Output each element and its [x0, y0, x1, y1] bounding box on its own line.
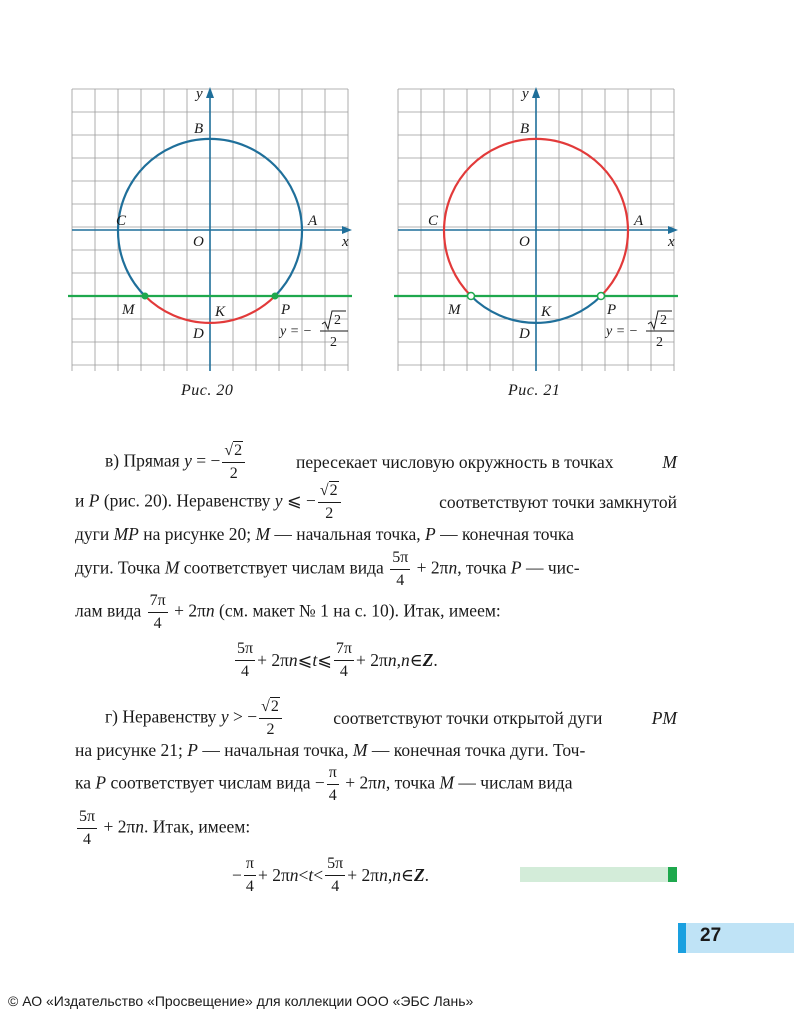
math-var: y: [220, 706, 229, 727]
text-segment: [75, 483, 343, 522]
text: — числам вида: [454, 772, 573, 793]
text: ⩽: [317, 649, 332, 670]
text: соответствуют точки открытой дуги: [333, 708, 603, 728]
fraction: [334, 641, 354, 680]
fraction-num: 5π: [235, 641, 255, 661]
text: ка: [75, 772, 96, 793]
caption-fig-21: Рис. 21: [508, 382, 561, 399]
line-eq-den: 2: [330, 335, 337, 350]
point-m: [468, 293, 475, 300]
math-var: y: [184, 450, 192, 471]
para-v-line-5: [75, 588, 677, 636]
line-eq-den: 2: [656, 335, 663, 350]
line-eq-text: y = −: [606, 324, 639, 339]
text: (рис. 20). Неравенству: [99, 490, 275, 511]
line-eq-text: y = −: [280, 324, 313, 339]
text: — конечная точка: [435, 524, 574, 544]
text-segment: [75, 809, 250, 848]
text: дуги: [75, 524, 114, 544]
math-var: M: [164, 557, 180, 578]
text: + 2π: [347, 864, 380, 885]
math-var: n: [392, 864, 401, 885]
text: ⩽: [297, 649, 313, 670]
text: + 2π: [412, 557, 449, 578]
equation-1: [233, 636, 438, 684]
text: , точка: [457, 557, 511, 578]
fraction-num: 5π: [77, 809, 97, 829]
fraction-num: 7π: [148, 593, 168, 613]
fraction-num: [318, 483, 341, 503]
label-b: B: [520, 121, 530, 137]
fraction-den: 2: [325, 504, 334, 522]
math-var: M: [662, 452, 677, 472]
math-var: P: [95, 772, 107, 793]
text: лам вида: [75, 600, 146, 621]
label-c: C: [428, 213, 439, 229]
text: + 2π: [355, 649, 388, 670]
math-var: n: [379, 864, 388, 885]
text: −: [232, 864, 242, 885]
text: ∈: [409, 649, 423, 670]
page-number-bar: [678, 923, 794, 953]
text: . Итак, имеем:: [144, 816, 251, 837]
text: на рисунке 21;: [75, 740, 188, 760]
math-var: P: [425, 524, 436, 544]
fraction: [259, 699, 282, 738]
text-segment: [75, 550, 677, 589]
para-g-line-1: [105, 694, 677, 742]
math-var: n: [400, 649, 410, 670]
text: .: [433, 649, 438, 670]
text: , точка: [385, 772, 440, 793]
label-p: P: [281, 302, 291, 318]
text: .: [424, 864, 430, 885]
text-segment: [75, 765, 677, 804]
caption-fig-20: Рис. 20: [181, 382, 234, 399]
fraction: [77, 809, 97, 848]
set-z: Z: [413, 864, 425, 885]
end-of-solution-marker: [520, 867, 677, 882]
label-o: O: [519, 234, 530, 250]
text-segment: [105, 699, 284, 738]
label-a: A: [634, 213, 644, 229]
label-b: B: [194, 121, 204, 137]
label-x: x: [668, 234, 675, 250]
para-v-line-2: [75, 478, 677, 526]
math-var: P: [187, 740, 198, 760]
math-var: n: [205, 600, 215, 621]
text: и: [75, 490, 89, 511]
label-o: O: [193, 234, 204, 250]
fraction: [327, 765, 339, 804]
equation-2: [232, 851, 429, 899]
text: ,: [396, 649, 401, 670]
fraction-num: 5π: [390, 550, 410, 570]
sqrt: √2: [224, 441, 243, 459]
text: — конечная точка дуги. Точ-: [367, 740, 586, 760]
math-var: PM: [651, 708, 677, 728]
text: ∈: [400, 864, 414, 885]
figure-20: [60, 84, 360, 384]
fraction-den: 4: [153, 614, 162, 632]
fraction: [235, 641, 255, 680]
radicand: 2: [270, 697, 279, 715]
text: — начальная точка,: [197, 740, 353, 760]
math-var: n: [387, 649, 397, 670]
text: — начальная точка,: [270, 524, 425, 544]
fraction-den: 4: [339, 662, 348, 680]
fraction-num: 7π: [334, 641, 354, 661]
text: + 2π: [340, 772, 378, 793]
math-var: n: [288, 649, 298, 670]
fraction-num: [259, 699, 282, 719]
label-d: D: [519, 326, 530, 342]
text-segment: [75, 738, 585, 762]
text: ,: [387, 864, 393, 885]
label-a: A: [308, 213, 318, 229]
label-y: y: [196, 86, 203, 102]
sqrt: √2: [261, 697, 279, 715]
text: на рисунке 20;: [138, 524, 256, 544]
math-var: t: [308, 864, 314, 885]
text: <: [298, 864, 309, 885]
text: — чис-: [521, 557, 580, 578]
radicand: 2: [329, 481, 338, 499]
point-m: [142, 293, 149, 300]
label-y: y: [522, 86, 529, 102]
math-var: M: [439, 772, 455, 793]
fraction: [390, 550, 410, 589]
label-m: M: [122, 302, 135, 318]
text: <: [313, 864, 324, 885]
para-v-line-4: [75, 545, 677, 593]
fraction-den: 4: [245, 877, 254, 895]
sqrt: √2: [319, 481, 338, 499]
math-var: M: [352, 740, 368, 760]
line-eq-num: 2: [660, 313, 667, 328]
text: ⩽ −: [282, 490, 316, 511]
math-var: y: [274, 490, 283, 511]
text: + 2π: [169, 600, 206, 621]
figure-21: [386, 84, 686, 384]
text-segment: [105, 443, 247, 482]
fraction-den: 4: [331, 877, 340, 895]
fraction: [222, 443, 245, 482]
fraction-num: π: [244, 856, 256, 876]
fraction: [148, 593, 168, 632]
label-x: x: [342, 234, 349, 250]
math-var: M: [255, 524, 271, 544]
label-c: C: [116, 213, 127, 229]
page-number: 27: [700, 925, 722, 946]
math-var: P: [510, 557, 522, 578]
copyright-notice: © АО «Издательство «Просвещение» для коллекции ООО «ЭБС Лань»: [8, 993, 474, 1009]
page-bar-tick: [678, 923, 686, 953]
math-var: n: [289, 864, 299, 885]
point-p: [598, 293, 605, 300]
text: соответствуют точки замкнутой: [439, 492, 677, 512]
set-z: Z: [422, 649, 434, 670]
fraction-num: π: [327, 765, 339, 785]
math-var: n: [377, 772, 386, 793]
point-p: [272, 293, 279, 300]
label-p: P: [607, 302, 617, 318]
text: дуги. Точка: [75, 557, 165, 578]
para-g-line-3: [75, 760, 677, 808]
text: соответствует числам вида −: [106, 772, 325, 793]
text: пересекает числовую окружность в точках: [296, 452, 614, 472]
math-var: P: [88, 490, 100, 511]
text-segment: [75, 593, 501, 632]
text: (см. макет № 1 на с. 10). Итак, имеем:: [214, 600, 501, 621]
text: > −: [228, 706, 258, 727]
fraction-den: 2: [266, 720, 275, 738]
fraction-num: 5π: [325, 856, 345, 876]
para-v-line-3: [75, 522, 677, 546]
fraction: [244, 856, 256, 895]
para-g-line-4: [75, 804, 677, 852]
text: = −: [191, 450, 221, 471]
fraction-den: 4: [241, 662, 250, 680]
text: + 2π: [257, 649, 289, 670]
label-m: M: [448, 302, 461, 318]
radicand: 2: [234, 441, 243, 459]
label-k: K: [215, 304, 226, 320]
math-var: n: [448, 557, 458, 578]
text: соответствует числам вида: [179, 557, 389, 578]
text: + 2π: [257, 864, 290, 885]
text: в) Прямая: [105, 450, 185, 471]
line-eq-num: 2: [334, 313, 341, 328]
fraction-den: 2: [229, 464, 238, 482]
text-segment: [75, 522, 574, 546]
fraction-den: 4: [328, 786, 337, 804]
end-mark: [668, 867, 677, 882]
math-var: MP: [113, 524, 139, 544]
fraction-num: [222, 443, 245, 463]
label-d: D: [193, 326, 204, 342]
math-var: n: [135, 816, 145, 837]
text: + 2π: [99, 816, 136, 837]
para-g-line-2: [75, 738, 677, 762]
fraction-den: 4: [83, 830, 92, 848]
fraction: [325, 856, 345, 895]
fraction-den: 4: [396, 571, 405, 589]
fraction: [318, 483, 341, 522]
math-var: t: [312, 649, 318, 670]
text: г) Неравенству: [105, 706, 221, 727]
label-k: K: [541, 304, 552, 320]
